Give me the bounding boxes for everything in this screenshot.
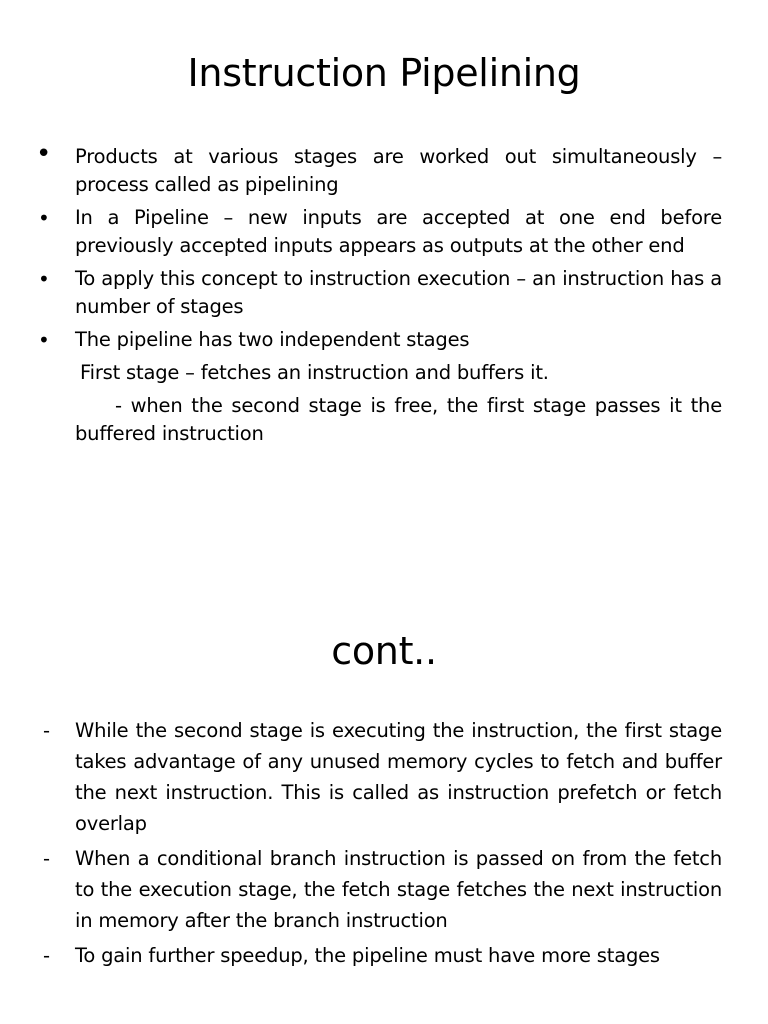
dash-item-text: To gain further speedup, the pipeline must have more stages <box>75 944 660 967</box>
bullet-item <box>34 139 722 199</box>
sub-line-first-stage: First stage – fetches an instruction and buffers it. <box>80 361 549 384</box>
slide-2 <box>0 512 768 1024</box>
dash-item <box>34 843 722 936</box>
bullet-text: In a Pipeline – new inputs are accepted at one end before previously accepted inputs appears as outputs at the other end <box>75 206 722 257</box>
dash-marker: - <box>43 847 50 870</box>
slide-2-body <box>34 715 722 975</box>
sub-line-second-stage: - when the second stage is free, the first stage passes it the buffered instruction <box>75 394 722 445</box>
dash-item <box>34 940 722 971</box>
bullet-item <box>34 326 722 354</box>
slide-1-title: Instruction Pipelining <box>187 51 581 95</box>
dash-item-text: While the second stage is executing the instruction, the first stage takes advantage of any unused memory cycles to fetch and buffer the next instruction. This is called as instruction prefetch or fetch overlap <box>75 719 722 835</box>
dash-marker: - <box>43 944 50 967</box>
bullet-marker: • <box>38 206 50 230</box>
bullet-marker: • <box>38 267 50 291</box>
bullet-item <box>34 265 722 321</box>
dash-item <box>34 715 722 839</box>
slide-1-body <box>34 139 722 448</box>
bullet-item <box>34 204 722 260</box>
dash-item-text: When a conditional branch instruction is passed on from the fetch to the execution stage, the fetch stage fetches the next instruction in memory after the branch instruction <box>75 847 722 932</box>
bullet-marker: • <box>38 328 50 352</box>
bullet-text: The pipeline has two independent stages <box>75 328 470 351</box>
dash-marker: - <box>43 719 50 742</box>
slide-2-title: cont.. <box>331 629 437 673</box>
bullet-text: Products at various stages are worked out simultaneously – process called as pipelining <box>75 145 722 196</box>
bullet-text: To apply this concept to instruction execution – an instruction has a number of stages <box>75 267 722 318</box>
bullet-marker: • <box>36 139 52 169</box>
